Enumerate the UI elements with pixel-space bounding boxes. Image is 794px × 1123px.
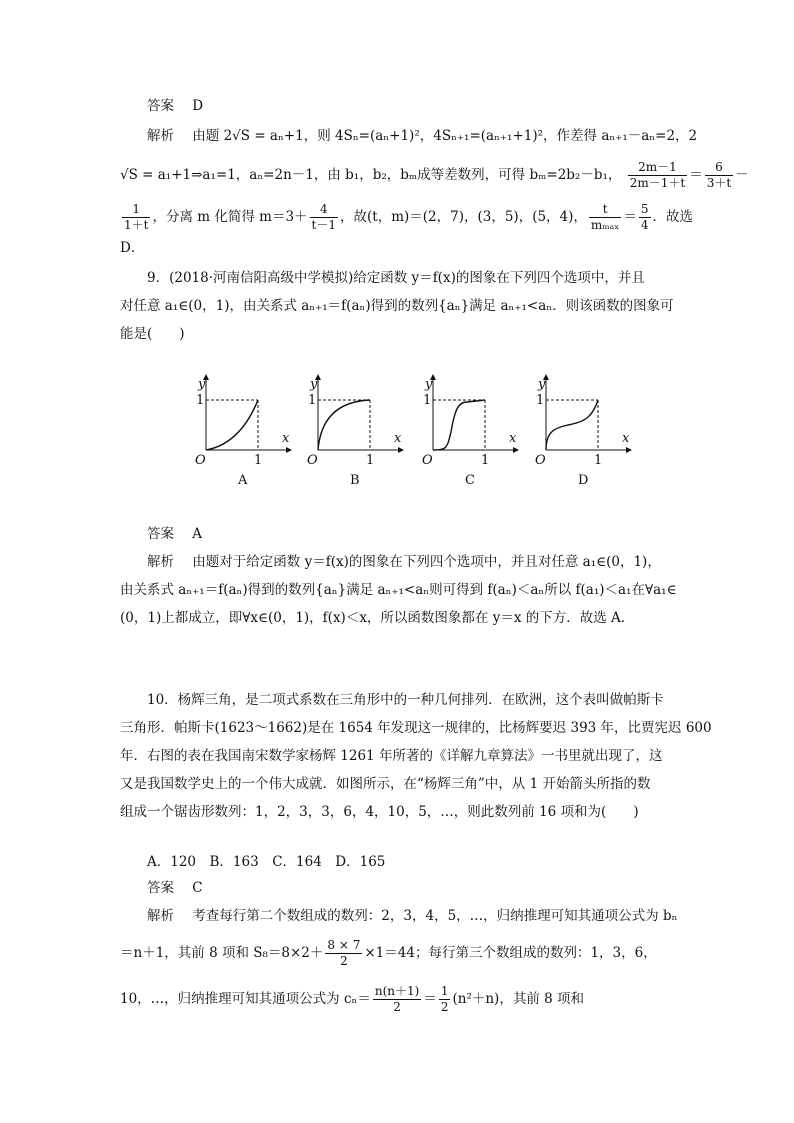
question-10-options: A．120 B．163 C．164 D．165 <box>147 854 386 870</box>
graphs-svg <box>180 372 640 492</box>
tick-x-1: 1 <box>481 453 490 468</box>
analysis-text: 由题 2√S = aₙ+1，则 4Sₙ=(aₙ+1)²，4Sₙ₊₁=(aₙ₊₁+1)²，作差得 aₙ₊₁－aₙ=2，2 <box>192 128 698 144</box>
frac-den: 1＋t <box>124 218 149 232</box>
analysis-text: ，分离 m 化简得 m＝3＋ <box>152 209 308 225</box>
frac-num: n(n＋1) <box>374 984 420 998</box>
answer-line-1 <box>147 96 203 116</box>
analysis-line-1 <box>147 126 697 146</box>
tick-x-1: 1 <box>594 453 603 468</box>
analysis-text: 10，…，归纳推理可知其通项公式为 cₙ＝ <box>120 991 371 1007</box>
axis-x-label: x <box>394 431 402 446</box>
answer-9-line <box>147 524 202 544</box>
frac-den: 2m－1＋t <box>629 176 686 190</box>
tick-y-1: 1 <box>423 393 432 408</box>
question-10-line-1: 10．杨辉三角，是二项式系数在三角形中的一种几何排列．在欧洲，这个表叫做帕斯卡 <box>147 692 664 708</box>
axis-y-label: y <box>310 377 318 392</box>
curve <box>546 400 598 450</box>
fraction <box>628 160 687 191</box>
fraction <box>639 202 651 233</box>
tick-y-1: 1 <box>536 393 545 408</box>
axis-x-label: x <box>509 431 517 446</box>
frac-num: 4 <box>310 202 338 218</box>
graph-label: D <box>578 473 589 488</box>
question-10-line-3: 年．右图的表在我国南宋数学家杨辉 1261 年所著的《详解九章算法》一书里就出现了，这 <box>120 748 663 764</box>
analysis-text: 考查每行第二个数组成的数列：2，3，4，5，…，归纳推理可知其通项公式为 bₙ <box>192 908 678 924</box>
curve <box>206 400 258 450</box>
question-10-line-4: 又是我国数学史上的一个伟大成就．如图所示，在“杨辉三角”中，从 1 开始箭头所指的数 <box>120 776 651 792</box>
analysis-10-line-2 <box>120 938 657 969</box>
curve <box>318 400 370 450</box>
analysis-text: (n²＋n)，其前 8 项和 <box>452 991 584 1007</box>
answer-label: 答案 <box>147 880 174 896</box>
analysis-text: ．故选 <box>652 209 694 225</box>
axis-y-label: y <box>198 377 206 392</box>
question-9-line-2: 对任意 a₁∈(0，1)，由关系式 aₙ₊₁＝f(aₙ)得到的数列{aₙ}满足 aₙ₊₁<aₙ．则该函数的图象可 <box>120 298 674 314</box>
analysis-line-4: D． <box>120 240 145 256</box>
analysis-text: ，故(t，m)＝(2，7)，(3，5)，(5，4)， <box>340 209 587 225</box>
answer-label: 答案 <box>147 526 174 542</box>
frac-num: 6 <box>705 160 733 176</box>
fraction <box>310 202 338 233</box>
fraction <box>439 984 451 1015</box>
curve <box>433 400 485 450</box>
analysis-line-2 <box>120 160 749 191</box>
analysis-text: √S = a₁+1⇒a₁=1，aₙ=2n－1，由 b₁，b₂，bₘ成等差数列，可得 bₘ=2b₂－b₁， <box>120 167 622 183</box>
origin-label: O <box>422 453 433 468</box>
graph-b <box>307 374 404 488</box>
graph-d <box>535 374 632 488</box>
frac-den: 2 <box>340 954 348 968</box>
origin-label: O <box>195 453 206 468</box>
analysis-10-line-1 <box>147 906 677 926</box>
analysis-10-line-3 <box>120 984 584 1015</box>
frac-num: 2m－1 <box>628 160 687 176</box>
frac-num: 1 <box>440 984 449 998</box>
analysis-line-3 <box>120 202 693 233</box>
analysis-label: 解析 <box>147 554 174 570</box>
analysis-9-line-3: (0，1)上都成立，即∀x∈(0，1)，f(x)＜x，所以函数图象都在 y＝x 的下方．故选 A． <box>120 610 635 626</box>
origin-label: O <box>535 453 546 468</box>
tick-y-1: 1 <box>308 393 317 408</box>
frac-den: 2 <box>393 1000 401 1014</box>
answer-label: 答案 <box>147 98 174 114</box>
fraction <box>705 160 733 191</box>
question-10-line-5: 组成一个锯齿形数列：1，2，3，3，6，4，10，5，…，则此数列前 16 项和为( ) <box>120 804 639 820</box>
equals: ＝ <box>623 209 637 225</box>
frac-den: t－1 <box>311 218 337 232</box>
fraction <box>373 984 421 1015</box>
equals: ＝ <box>689 167 703 183</box>
answer-10-line <box>147 878 203 898</box>
graph-c <box>422 374 519 488</box>
minus: － <box>735 167 749 183</box>
frac-num: 1 <box>122 202 150 218</box>
axis-x-label: x <box>282 431 290 446</box>
analysis-text: ×1＝44；每行第三个数组成的数列：1，3，6， <box>364 945 657 961</box>
analysis-text: 由题对于给定函数 y＝f(x)的图象在下列四个选项中，并且对任意 a₁∈(0，1)， <box>192 554 661 570</box>
analysis-9-line-1 <box>147 552 661 572</box>
axis-y-label: y <box>425 377 433 392</box>
graph-label: C <box>465 473 475 488</box>
tick-y-1: 1 <box>196 393 205 408</box>
question-9-line-3: 能是( ) <box>120 326 185 342</box>
frac-den: 3＋t <box>706 176 732 190</box>
tick-x-1: 1 <box>254 453 263 468</box>
axis-x-label: x <box>622 431 630 446</box>
answer-value: C <box>192 880 203 896</box>
graph-label: B <box>350 473 360 488</box>
graph-a <box>195 374 292 488</box>
frac-num: 5 <box>640 202 649 216</box>
answer-value: A <box>192 526 203 542</box>
graph-label: A <box>238 473 248 488</box>
question-10-line-2: 三角形．帕斯卡(1623～1662)是在 1654 年发现这一规律的，比杨辉要迟 393 年，比贾宪迟 600 <box>120 720 712 736</box>
question-9-line-1: 9．(2018·河南信阳高级中学模拟)给定函数 y＝f(x)的图象在下列四个选项中，并且 <box>147 270 645 286</box>
frac-den: 2 <box>440 1000 449 1014</box>
fraction <box>122 202 150 233</box>
equals: ＝ <box>423 991 437 1007</box>
analysis-label: 解析 <box>147 128 174 144</box>
frac-den: mₘₐₓ <box>590 218 620 232</box>
analysis-label: 解析 <box>147 908 174 924</box>
fraction <box>589 202 621 233</box>
origin-label: O <box>307 453 318 468</box>
analysis-text: ＝n＋1，其前 8 项和 S₈＝8×2＋ <box>120 945 324 961</box>
option-graphs <box>180 372 640 492</box>
frac-num: t <box>589 202 621 218</box>
answer-value: D <box>192 98 204 114</box>
frac-den: 4 <box>640 218 649 232</box>
frac-num: 8 × 7 <box>327 938 361 952</box>
fraction <box>325 938 362 969</box>
tick-x-1: 1 <box>366 453 375 468</box>
axis-y-label: y <box>538 377 546 392</box>
analysis-9-line-2: 由关系式 aₙ₊₁＝f(aₙ)得到的数列{aₙ}满足 aₙ₊₁<aₙ则可得到 f(aₙ)＜aₙ所以 f(a₁)＜a₁在∀a₁∈ <box>120 582 677 598</box>
